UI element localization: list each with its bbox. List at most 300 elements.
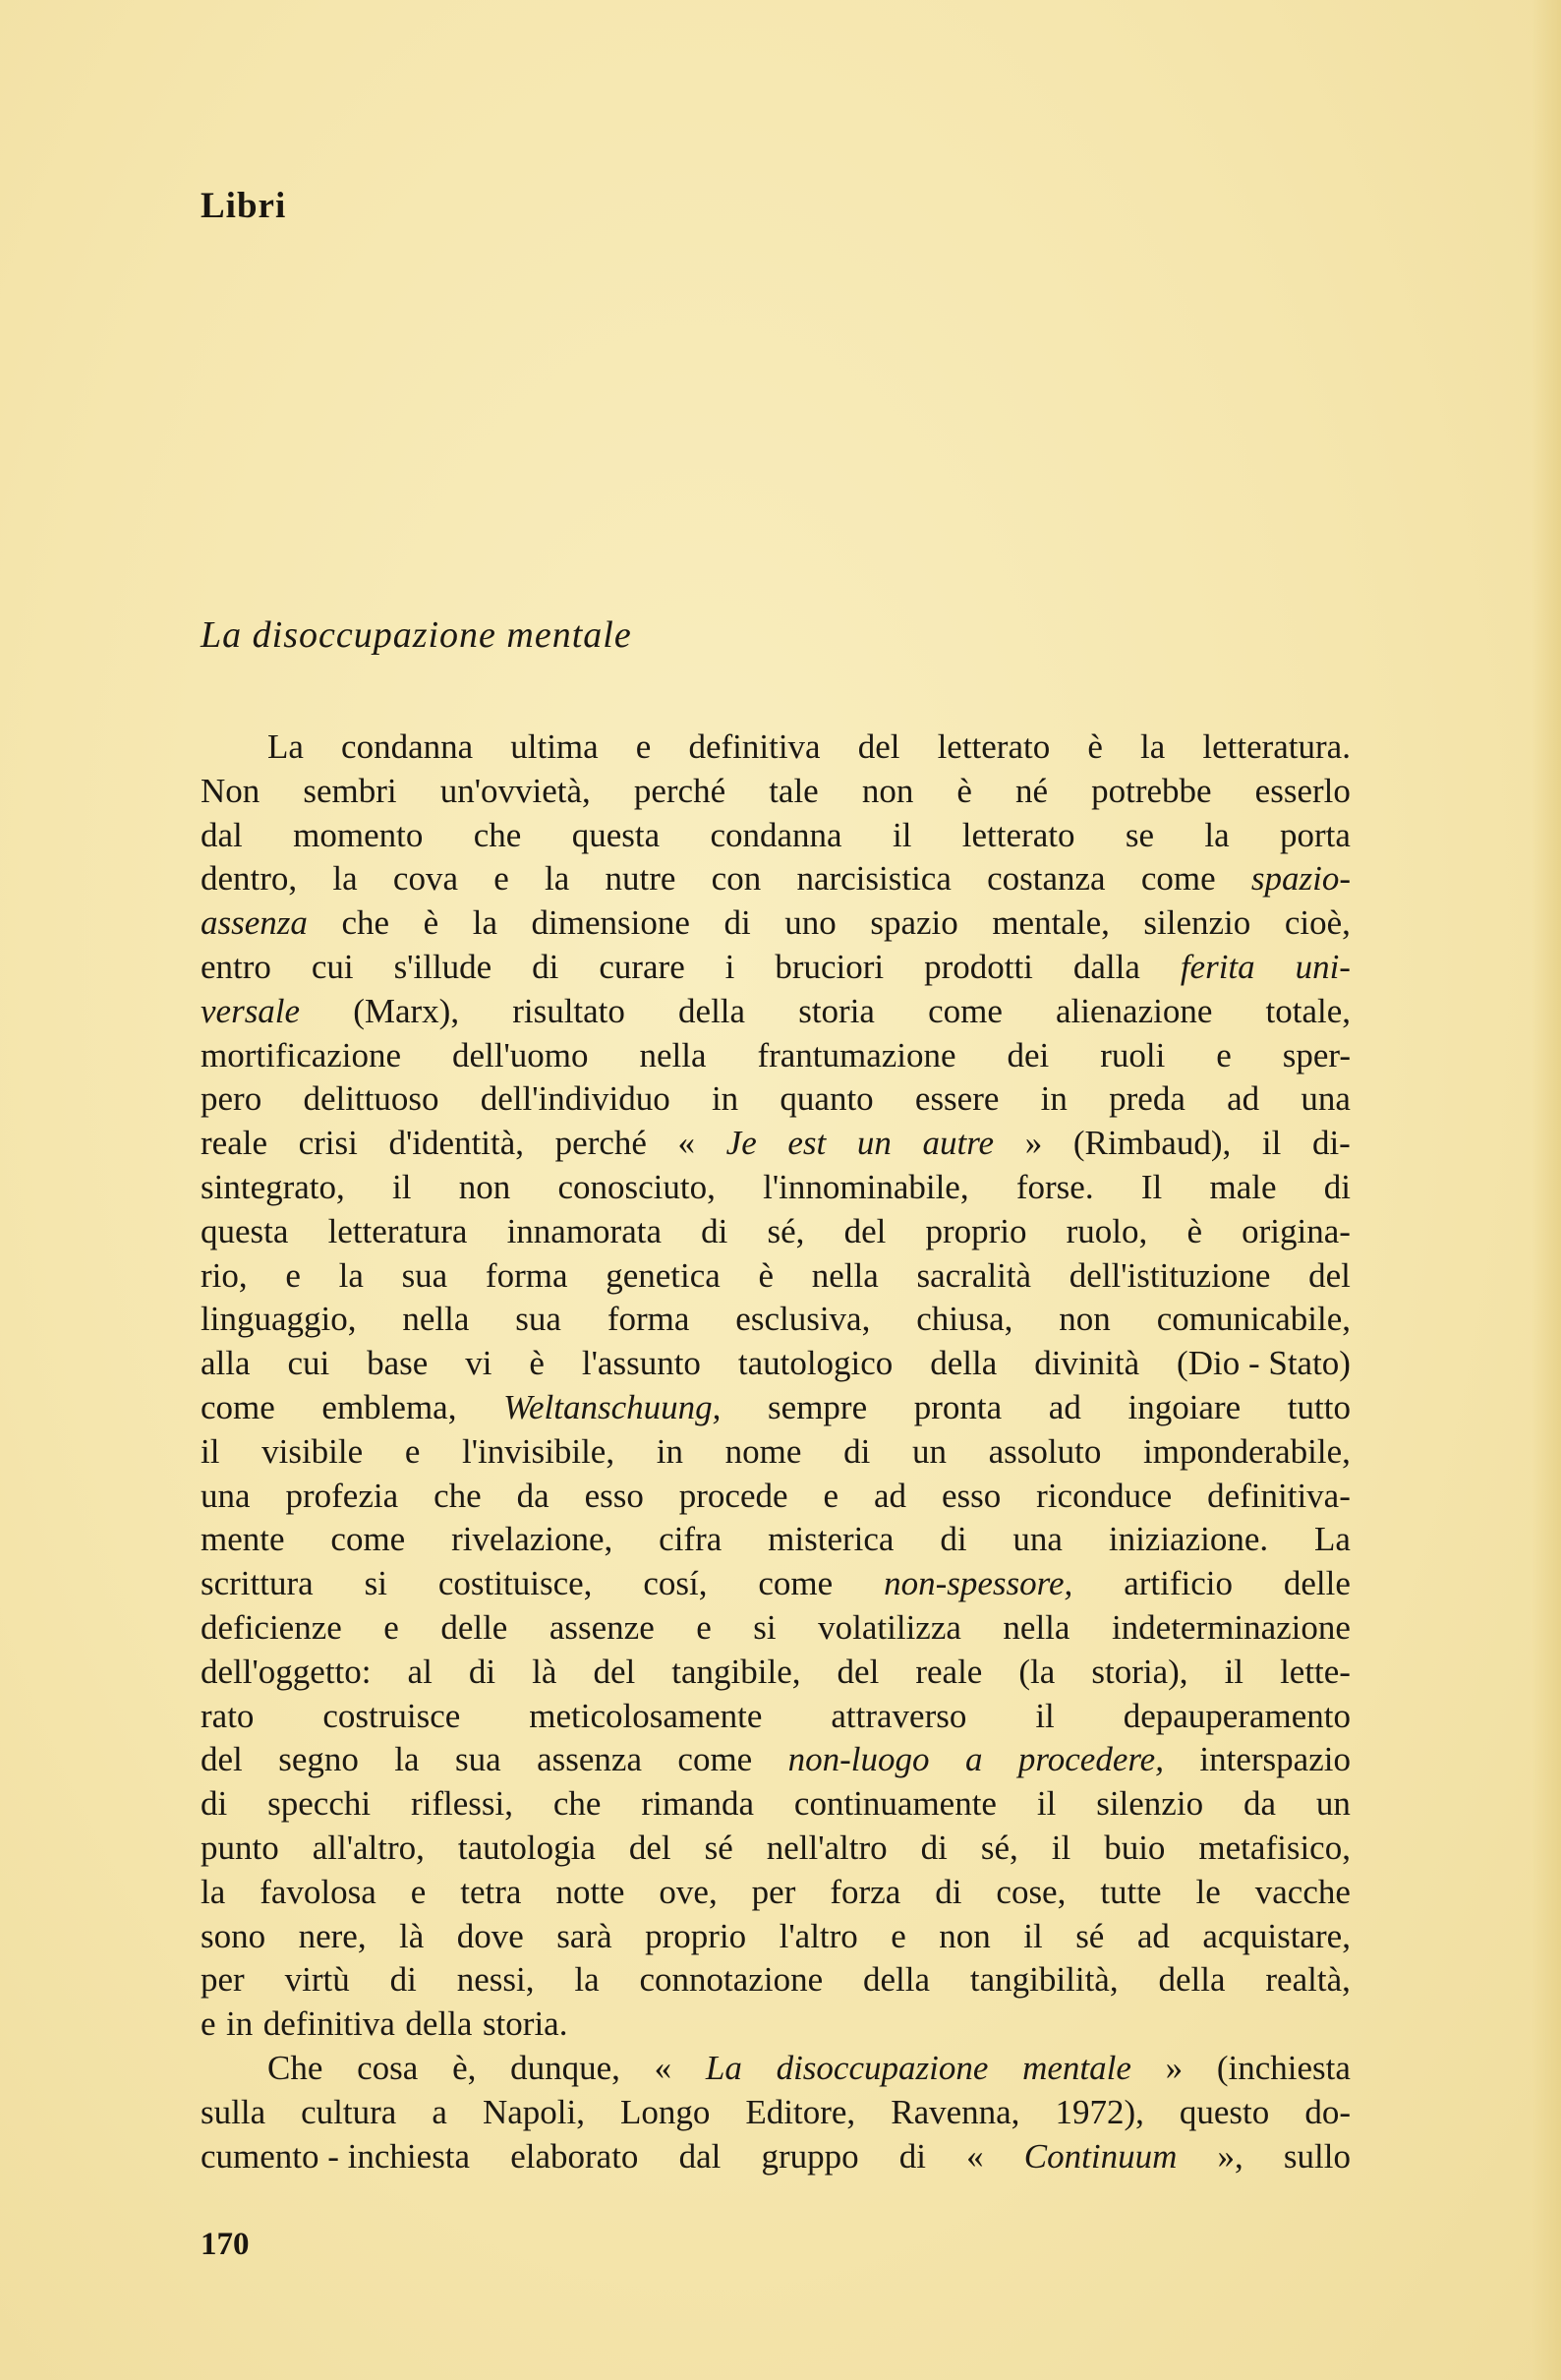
word: di: [468, 1652, 496, 1691]
word: potrebbe: [1091, 771, 1212, 810]
word: e: [285, 1255, 301, 1295]
word: iniziazione.: [1108, 1520, 1269, 1559]
word: cioè,: [1284, 903, 1351, 943]
word: reale: [201, 1124, 267, 1163]
word: «: [966, 2136, 984, 2176]
word: entro: [201, 947, 271, 986]
word: storia: [798, 991, 875, 1030]
word: frantumazione: [757, 1035, 956, 1074]
word: assoluto: [988, 1431, 1102, 1471]
word: l'assunto: [581, 1344, 701, 1383]
word: divinità: [1034, 1344, 1140, 1383]
word: non: [458, 1167, 511, 1206]
word: tutto: [1287, 1387, 1351, 1426]
word: male: [1209, 1167, 1277, 1206]
word: di: [723, 903, 751, 943]
italic-word: non-luogo: [787, 1740, 930, 1779]
text-line: [201, 1651, 1351, 1695]
word: cifra: [659, 1520, 723, 1559]
word: buio: [1104, 1828, 1166, 1867]
word: la: [201, 1872, 226, 1911]
word: con: [711, 859, 762, 899]
word: nella: [639, 1035, 707, 1074]
word: »: [1165, 2048, 1184, 2087]
word: delle: [440, 1607, 508, 1647]
word: dunque,: [510, 2048, 620, 2087]
word: da: [516, 1476, 549, 1515]
word: d'identità,: [388, 1124, 525, 1163]
word: (Dio - Stato): [1177, 1344, 1351, 1383]
word: letteratura.: [1202, 727, 1351, 766]
word: forza: [830, 1872, 901, 1911]
text-line: [201, 2047, 1351, 2091]
word: dell'uomo: [452, 1035, 589, 1074]
word: dell'individuo: [480, 1079, 670, 1119]
word: né: [1015, 771, 1049, 810]
word: Ravenna,: [891, 2092, 1020, 2131]
text-line: [201, 1166, 1351, 1210]
word: è: [529, 1344, 545, 1383]
page-edge-shadow: [1532, 0, 1561, 2380]
word: nella: [402, 1300, 470, 1339]
word: il: [1224, 1652, 1244, 1691]
word: preda: [1109, 1079, 1185, 1119]
word: tangibile,: [671, 1652, 801, 1691]
word: del: [843, 1211, 887, 1250]
word: crisi: [298, 1124, 358, 1163]
word: Il: [1140, 1167, 1163, 1206]
italic-word: uni-: [1295, 947, 1351, 986]
word: là: [399, 1916, 425, 1955]
word: riflessi,: [410, 1784, 513, 1824]
word: rivelazione,: [451, 1520, 613, 1559]
word: (la: [1018, 1652, 1056, 1691]
word: costituisce,: [437, 1564, 593, 1603]
word: che: [434, 1476, 482, 1515]
word: continuamente: [793, 1784, 997, 1824]
word: una: [201, 1476, 251, 1515]
article-title: La disoccupazione mentale: [201, 614, 632, 656]
word: il: [392, 1167, 412, 1206]
word: come: [758, 1564, 834, 1603]
word: una: [1301, 1079, 1351, 1119]
word: porta: [1280, 815, 1351, 854]
section-header: Libri: [201, 186, 287, 226]
italic-word: La: [705, 2048, 742, 2087]
word: tautologico: [737, 1344, 894, 1383]
word: come: [928, 991, 1003, 1030]
word: in: [1040, 1079, 1068, 1119]
word: mente: [201, 1520, 285, 1559]
word: punto: [201, 1828, 279, 1867]
word: vi: [465, 1344, 492, 1383]
italic-word: procedere,: [1017, 1740, 1164, 1779]
word: che: [552, 1784, 602, 1824]
word: esclusiva,: [735, 1300, 871, 1339]
word: alla: [201, 1344, 251, 1383]
text-line: [201, 1475, 1351, 1519]
word: cui: [311, 947, 354, 986]
word: cosí,: [643, 1564, 708, 1603]
word: si: [364, 1564, 387, 1603]
word: reale: [915, 1652, 983, 1691]
word: i: [724, 947, 735, 986]
word: sua: [455, 1740, 501, 1779]
word: di: [898, 2136, 927, 2176]
text-line: [201, 2003, 1351, 2047]
word: totale,: [1265, 991, 1351, 1030]
word: linguaggio,: [201, 1300, 357, 1339]
word: momento: [293, 815, 424, 854]
word: il: [892, 815, 912, 854]
word: meticolosamente: [529, 1696, 763, 1735]
word: elaborato: [510, 2136, 639, 2176]
word: spazio: [870, 903, 958, 943]
word: realtà,: [1265, 1960, 1351, 2000]
word: pronta: [913, 1387, 1003, 1426]
word: ruoli: [1100, 1035, 1166, 1074]
word: che: [473, 815, 522, 854]
word: un: [911, 1431, 947, 1471]
word: la: [338, 1255, 364, 1295]
word: emblema,: [321, 1387, 457, 1426]
word: (inchiesta: [1216, 2048, 1351, 2087]
word: e: [891, 1916, 906, 1955]
text-line: [201, 1034, 1351, 1078]
word: al: [407, 1652, 433, 1691]
word: costanza: [987, 859, 1106, 899]
word: definitiva: [262, 2004, 395, 2044]
word: dentro,: [201, 859, 298, 899]
word: è: [1186, 1211, 1202, 1250]
word: profezia: [285, 1476, 399, 1515]
word: come: [330, 1520, 406, 1559]
word: metafisico,: [1198, 1828, 1351, 1867]
word: ingoiare: [1127, 1387, 1242, 1426]
word: ove,: [659, 1872, 718, 1911]
word: sé,: [980, 1828, 1018, 1867]
word: e: [1216, 1035, 1232, 1074]
word: ad: [1136, 1916, 1170, 1955]
word: tautologia: [457, 1828, 596, 1867]
word: dalla: [1072, 947, 1140, 986]
word: condanna: [341, 727, 474, 766]
word: innamorata: [506, 1211, 662, 1250]
word: alienazione: [1056, 991, 1213, 1030]
word: base: [367, 1344, 429, 1383]
word: si: [753, 1607, 777, 1647]
word: nome: [724, 1431, 802, 1471]
word: uno: [784, 903, 837, 943]
text-line: [201, 1342, 1351, 1386]
word: cultura: [301, 2092, 397, 2131]
word: pero: [201, 1079, 262, 1119]
word: letterato: [961, 815, 1075, 854]
word: forma: [485, 1255, 568, 1295]
word: dell'istituzione: [1069, 1255, 1271, 1295]
text-line: [201, 946, 1351, 990]
word: genetica: [606, 1255, 721, 1295]
word: specchi: [267, 1784, 372, 1824]
word: definitiva: [688, 727, 821, 766]
word: ad: [873, 1476, 907, 1515]
word: segno: [278, 1740, 359, 1779]
word: come: [201, 1387, 275, 1426]
word: «: [654, 2048, 672, 2087]
word: sacralità: [916, 1255, 1032, 1295]
word: sé,: [767, 1211, 805, 1250]
word: dei: [1007, 1035, 1050, 1074]
word: virtù: [284, 1960, 350, 2000]
word: di: [920, 1828, 948, 1867]
text-line: [201, 814, 1351, 858]
text-line: [201, 770, 1351, 814]
word: il: [1035, 1696, 1055, 1735]
word: risultato: [512, 991, 625, 1030]
word: rio,: [201, 1255, 248, 1295]
word: di: [701, 1211, 728, 1250]
word: del: [593, 1652, 636, 1691]
word: di: [1323, 1167, 1351, 1206]
italic-word: non-spessore,: [884, 1564, 1073, 1603]
word: scrittura: [201, 1564, 314, 1603]
word: in: [656, 1431, 683, 1471]
word: è: [423, 903, 439, 943]
word: una: [1012, 1520, 1063, 1559]
word: nell'altro: [766, 1828, 888, 1867]
word: Non: [201, 771, 260, 810]
word: cumento - inchiesta: [201, 2136, 471, 2176]
word: come: [677, 1740, 753, 1779]
word: un'ovvietà,: [439, 771, 591, 810]
text-line: [201, 1827, 1351, 1871]
text-line: [201, 1606, 1351, 1651]
word: sé: [704, 1828, 733, 1867]
word: ad: [1048, 1387, 1081, 1426]
word: sempre: [768, 1387, 868, 1426]
word: dal: [201, 815, 243, 854]
word: e: [635, 727, 652, 766]
word: prodotti: [924, 947, 1033, 986]
word: esso: [941, 1476, 1002, 1515]
italic-word: mentale: [1022, 2048, 1131, 2087]
word: origina-: [1242, 1211, 1351, 1250]
text-line: [201, 726, 1351, 770]
word: «: [677, 1124, 696, 1163]
word: comunicabile,: [1156, 1300, 1351, 1339]
word: mortificazione: [201, 1035, 402, 1074]
word: di: [843, 1431, 871, 1471]
word: nella: [1003, 1607, 1070, 1647]
word: cosa: [357, 2048, 419, 2087]
word: chiusa,: [916, 1300, 1013, 1339]
word: cui: [287, 1344, 330, 1383]
word: imponderabile,: [1143, 1431, 1351, 1471]
word: deficienze: [201, 1607, 342, 1647]
word: sé: [1075, 1916, 1105, 1955]
word: (Marx),: [353, 991, 460, 1030]
text-line: [201, 1871, 1351, 1915]
article-body: [201, 726, 1351, 2178]
word: da: [1243, 1784, 1277, 1824]
word: la: [472, 903, 497, 943]
text-line: [201, 1958, 1351, 2003]
word: ruolo,: [1066, 1211, 1148, 1250]
word: non: [1059, 1300, 1111, 1339]
word: questo: [1179, 2092, 1270, 2131]
word: ultima: [510, 727, 599, 766]
text-line: [201, 1386, 1351, 1430]
word: questa: [201, 1211, 289, 1250]
word: della: [1158, 1960, 1226, 2000]
word: artificio: [1124, 1564, 1233, 1603]
word: »: [1024, 1124, 1043, 1163]
word: do-: [1304, 2092, 1351, 2131]
word: di: [389, 1960, 417, 2000]
word: Napoli,: [482, 2092, 585, 2131]
word: conosciuto,: [557, 1167, 716, 1206]
word: forma: [607, 1300, 690, 1339]
text-line: [201, 990, 1351, 1034]
word: per: [201, 1960, 245, 2000]
word: cova: [392, 859, 458, 899]
word: sua: [401, 1255, 448, 1295]
page-number: 170: [201, 2227, 250, 2262]
word: narcisistica: [796, 859, 952, 899]
word: nere,: [298, 1916, 367, 1955]
word: rato: [201, 1696, 255, 1735]
word: questa: [571, 815, 661, 854]
word: della: [863, 1960, 931, 2000]
word: del: [857, 727, 900, 766]
word: nessi,: [456, 1960, 535, 2000]
word: Che: [267, 2048, 323, 2087]
word: procede: [678, 1476, 788, 1515]
text-line: [201, 1695, 1351, 1739]
text-line: [201, 1562, 1351, 1606]
word: (Rimbaud),: [1072, 1124, 1232, 1163]
word: ad: [1227, 1079, 1260, 1119]
word: 1972),: [1055, 2092, 1144, 2131]
word: silenzio: [1143, 903, 1251, 943]
word: la: [394, 1740, 420, 1779]
word: nella: [811, 1255, 879, 1295]
word: gruppo: [761, 2136, 859, 2176]
word: sper-: [1282, 1035, 1351, 1074]
word: letteratura: [327, 1211, 468, 1250]
word: forse.: [1015, 1167, 1094, 1206]
italic-word: Weltanschuung,: [503, 1387, 722, 1426]
word: esso: [584, 1476, 644, 1515]
text-line: [201, 1915, 1351, 1959]
word: e: [696, 1607, 712, 1647]
word: costruisce: [322, 1696, 461, 1735]
word: come: [1140, 859, 1216, 899]
word: che: [341, 903, 390, 943]
word: a: [432, 2092, 447, 2131]
word: all'altro,: [312, 1828, 425, 1867]
word: il: [201, 1431, 220, 1471]
word: notte: [555, 1872, 625, 1911]
word: e: [383, 1607, 399, 1647]
word: proprio: [925, 1211, 1027, 1250]
word: sullo: [1283, 2136, 1351, 2176]
word: di-: [1311, 1124, 1351, 1163]
italic-word: un: [856, 1124, 892, 1163]
word: è: [1087, 727, 1103, 766]
word: non: [861, 771, 914, 810]
word: Longo: [619, 2092, 711, 2131]
italic-word: disoccupazione: [776, 2048, 989, 2087]
word: il: [1051, 1828, 1071, 1867]
word: lette-: [1280, 1652, 1351, 1691]
word: proprio: [645, 1916, 747, 1955]
word: volatilizza: [818, 1607, 961, 1647]
word: di: [935, 1872, 962, 1911]
word: dell'oggetto:: [201, 1652, 372, 1691]
word: il: [1023, 1916, 1043, 1955]
word: misterica: [768, 1520, 895, 1559]
text-line: [201, 1077, 1351, 1122]
word: vacche: [1254, 1872, 1351, 1911]
word: La: [267, 727, 304, 766]
word: sulla: [201, 2092, 266, 2131]
word: La: [1314, 1520, 1351, 1559]
word: sembri: [303, 771, 397, 810]
word: connotazione: [639, 1960, 824, 2000]
word: sono: [201, 1916, 266, 1955]
word: mentale,: [992, 903, 1110, 943]
word: del: [628, 1828, 671, 1867]
word: dal: [678, 2136, 722, 2176]
word: della: [930, 1344, 998, 1383]
word: l'invisibile,: [462, 1431, 615, 1471]
word: di: [940, 1520, 967, 1559]
word: quanto: [780, 1079, 874, 1119]
word: cose,: [996, 1872, 1067, 1911]
text-line: [201, 901, 1351, 946]
word: sua: [515, 1300, 561, 1339]
word: rimanda: [641, 1784, 755, 1824]
word: letterato: [937, 727, 1051, 766]
word: assenze: [549, 1607, 655, 1647]
italic-word: ferita: [1180, 947, 1255, 986]
text-line: [201, 1210, 1351, 1254]
word: condanna: [710, 815, 842, 854]
word: tetra: [460, 1872, 522, 1911]
text-line: [201, 1122, 1351, 1166]
word: il: [1261, 1124, 1282, 1163]
word: la: [332, 859, 358, 899]
word: e: [410, 1872, 427, 1911]
word: perché: [633, 771, 726, 810]
word: il: [1036, 1784, 1057, 1824]
word: interspazio: [1199, 1740, 1351, 1779]
word: l'innominabile,: [763, 1167, 969, 1206]
text-line: [201, 857, 1351, 901]
word: tutte: [1100, 1872, 1162, 1911]
text-line: [201, 1738, 1351, 1782]
word: di: [532, 947, 559, 986]
word: la: [574, 1960, 600, 2000]
word: sintegrato,: [201, 1167, 345, 1206]
text-line: [201, 1298, 1351, 1342]
text-line: [201, 2091, 1351, 2135]
word: un: [1315, 1784, 1351, 1824]
italic-word: spazio-: [1250, 859, 1351, 899]
word: »,: [1217, 2136, 1243, 2176]
italic-word: autre: [922, 1124, 995, 1163]
